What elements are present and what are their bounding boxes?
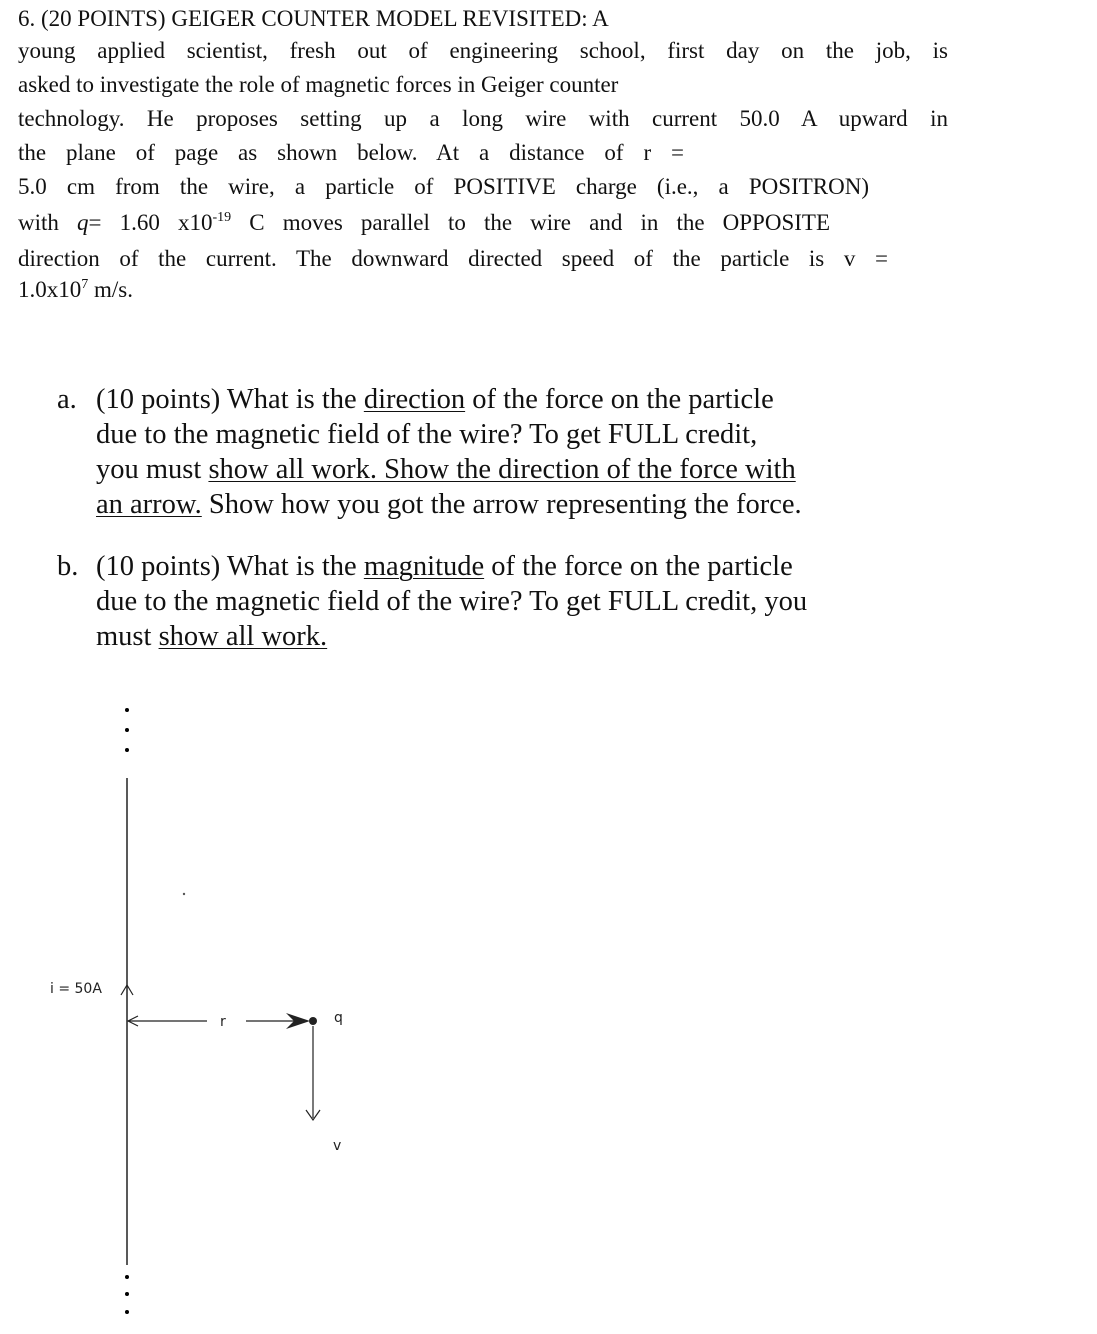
wire-continuation-dot-top-1 — [125, 708, 129, 712]
problem-line-6: 5.0 cm from the wire, a particle of POSITIVE charge (i.e., a POSITRON) — [18, 174, 869, 199]
wire-continuation-dot-bottom-1 — [125, 1275, 129, 1279]
problem-line-3: asked to investigate the role of magnetic forces in Geiger counter — [18, 72, 619, 97]
problem-line-7-start: with q= 1.60 $x10^{-19}$ — [18, 210, 232, 235]
wire-continuation-dot-top-2 — [125, 728, 129, 732]
problem-line-4: technology. He proposes setting up a long wire with current 50.0 A upward in — [18, 106, 948, 131]
wire-continuation-dot-top-3 — [125, 748, 129, 752]
direction-emphasis: direction — [363, 384, 466, 415]
charge-label: q — [334, 1010, 343, 1026]
wire-continuation-dot-bottom-2 — [125, 1292, 129, 1296]
magnitude-emphasis: magnitude — [363, 551, 485, 582]
charge-symbol: q — [77, 210, 89, 235]
wire-continuation-dot-bottom-3 — [125, 1310, 129, 1314]
problem-statement — [18, 4, 948, 304]
problem-line-5: the plane of page as shown below. At a distance of r = — [18, 140, 684, 165]
part-a-letter: a. — [57, 384, 77, 415]
problem-line-7: with q= 1.60 $x10^{-19}$ C moves parallel to the wire and in the OPPOSITE — [18, 210, 831, 235]
wire-diagram — [0, 680, 420, 1334]
charge-particle — [309, 1017, 317, 1025]
distance-label: r — [220, 1014, 226, 1030]
part-a-text: (10 points) What is the direction of the force on the particle due to the magnetic field of the wire? To get FULL credit, you must show all work. Show the direction of the force with an arrow. Show how you got the arrow representing the force. — [96, 384, 802, 520]
current-label: i = 50A — [50, 981, 102, 997]
problem-line-9: $1.0x10^7$ m/s. — [18, 277, 133, 302]
exponent-speed: 7 — [81, 277, 89, 292]
exponent-charge: -19 — [212, 210, 232, 225]
part-b-letter: b. — [57, 551, 79, 582]
part-b-text: (10 points) What is the magnitude of the force on the particle due to the magnetic field of the wire? To get FULL credit, you must show all work. — [96, 551, 808, 652]
problem-line-8: direction of the current. The downward directed speed of the particle is v = — [18, 246, 888, 271]
problem-line-2: young applied scientist, fresh out of engineering school, first day on the job, is — [18, 38, 948, 63]
velocity-label: v — [333, 1138, 342, 1154]
problem-line-1: 6. (20 POINTS) GEIGER COUNTER MODEL REVISITED: A — [18, 6, 609, 31]
stray-dot — [183, 893, 185, 895]
